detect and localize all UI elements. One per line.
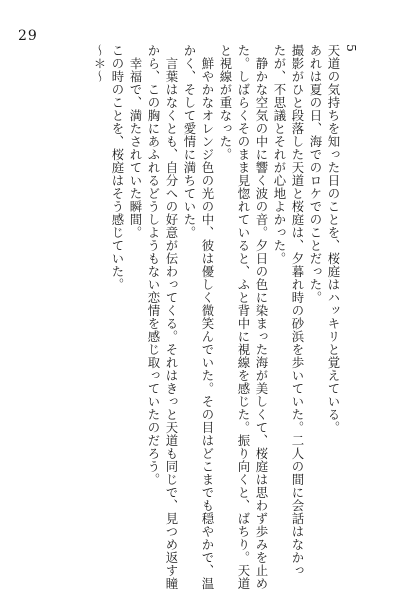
text-line: 鮮やかなオレンジ色の光の中、彼は優しく微笑んでいた。その目はどこまでも穏やかで、温 xyxy=(200,56,215,590)
vertical-text-body xyxy=(54,44,360,590)
text-line: 言葉はなくとも、自分への好意が伝わってくる。それはきっと天道も同じで、見つめ返す瞳 xyxy=(164,56,179,590)
text-line: 撮影がひと段落した天道と桜庭は、夕暮れ時の砂浜を歩いていた。二人の間に会話はなかっ xyxy=(290,44,305,577)
text-line: 静かな空気の中に響く波の音。夕日の色に染まった海が美しくて、桜庭は思わず歩みを止め xyxy=(254,56,269,590)
chapter-number: 5 xyxy=(344,44,359,53)
text-line: かく、そして愛情に満ちていた。 xyxy=(182,44,197,239)
page-number: 29 xyxy=(18,28,38,44)
text-line: たが、不思議とそれが心地よかった。 xyxy=(272,44,287,265)
text-line: から、この胸にあふれるどうしようもない恋情を感じ取っていたのだろう。 xyxy=(146,44,161,486)
text-line: 幸福で、満たされていた瞬間。 xyxy=(128,56,143,239)
scene-separator: 〜＊〜 xyxy=(92,44,107,83)
text-line: 天道の気持ちを知った日のことを、桜庭はハッキリと覚えている。 xyxy=(326,44,341,434)
text-line: あれは夏の日、海でのロケでのことだった。 xyxy=(308,44,323,304)
text-line: この時のことを、桜庭はそう感じていた。 xyxy=(110,44,125,291)
text-line: た。しばらくそのまま見惚れていると、ふと背中に視線を感じた。振り向くと、ばちり。天道 xyxy=(236,44,251,590)
text-line: と視線が重なった。 xyxy=(218,44,233,161)
